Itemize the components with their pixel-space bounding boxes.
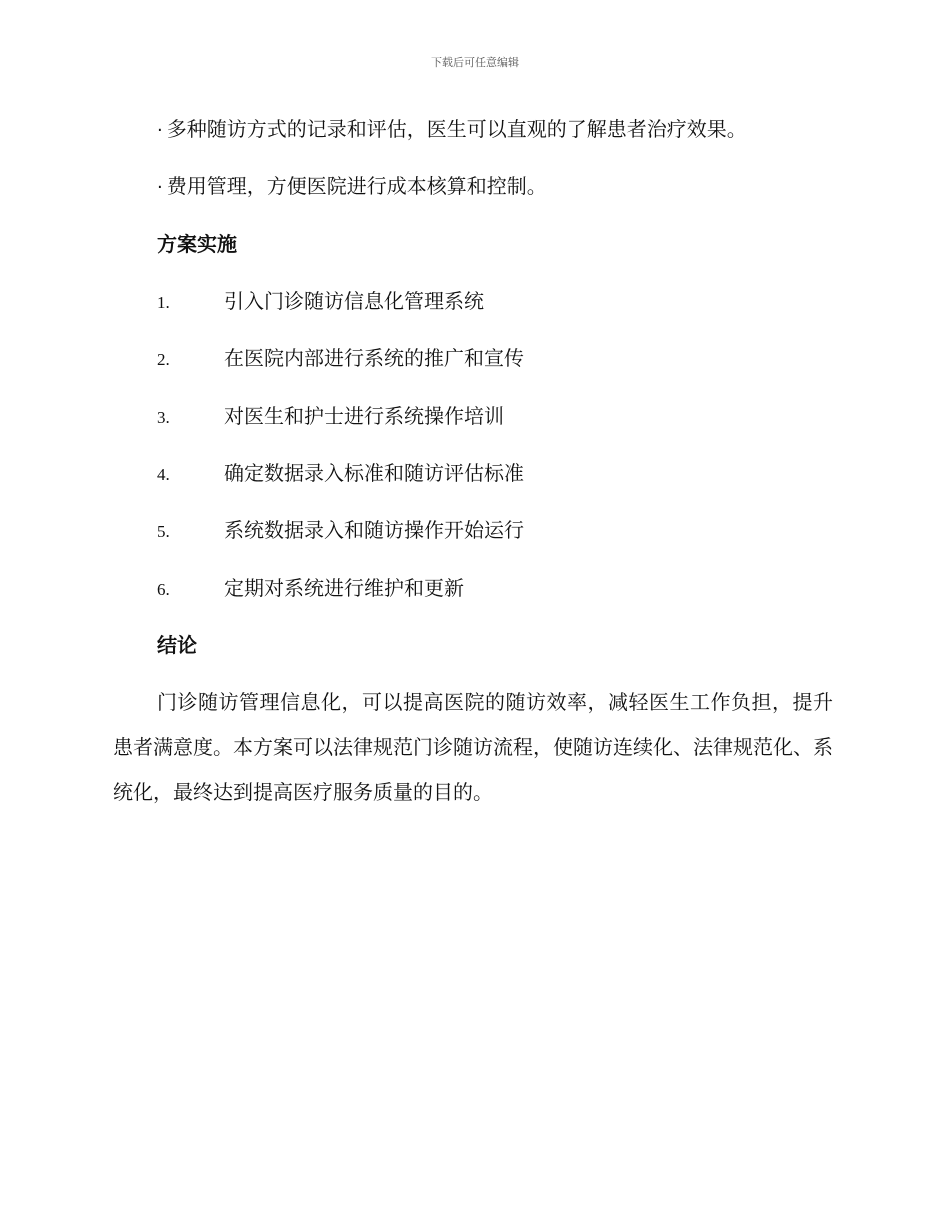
bullet-text: 费用管理，方便医院进行成本核算和控制。 [166,174,547,198]
list-item-text: 确定数据录入标准和随访评估标准 [224,461,524,485]
list-item [157,574,464,604]
list-item [157,287,484,317]
list-item-text: 引入门诊随访信息化管理系统 [224,289,484,313]
list-item-number: 1. [157,293,170,312]
list-item-number: 6. [157,580,170,599]
list-item-text: 在医院内部进行系统的推广和宣传 [224,346,524,370]
list-item-text: 对医生和护士进行系统操作培训 [224,404,504,428]
bullet-dot: · [157,177,163,198]
list-item [157,344,524,374]
list-item [157,459,524,489]
list-item-text: 系统数据录入和随访操作开始运行 [224,518,524,542]
list-item-text: 定期对系统进行维护和更新 [224,576,464,600]
conclusion-paragraph: 门诊随访管理信息化，可以提高医院的随访效率，减轻医生工作负担，提升患者满意度。本方案可以法律规范门诊随访流程，使随访连续化、法律规范化、系统化，最终达到提高医疗服务质量的目的。 [113,690,833,804]
list-item-number: 5. [157,522,170,541]
page-header: 下载后可任意编辑 [431,56,519,69]
section-heading-implementation: 方案实施 [157,232,237,256]
list-item [157,516,524,546]
bullet-item [157,172,547,202]
section-heading-conclusion: 结论 [157,633,197,657]
bullet-item [157,115,747,145]
list-item-number: 2. [157,350,170,369]
list-item-number: 4. [157,465,170,484]
bullet-text: 多种随访方式的记录和评估，医生可以直观的了解患者治疗效果。 [166,117,747,141]
bullet-dot: · [157,120,163,141]
list-item [157,402,504,432]
list-item-number: 3. [157,408,170,427]
